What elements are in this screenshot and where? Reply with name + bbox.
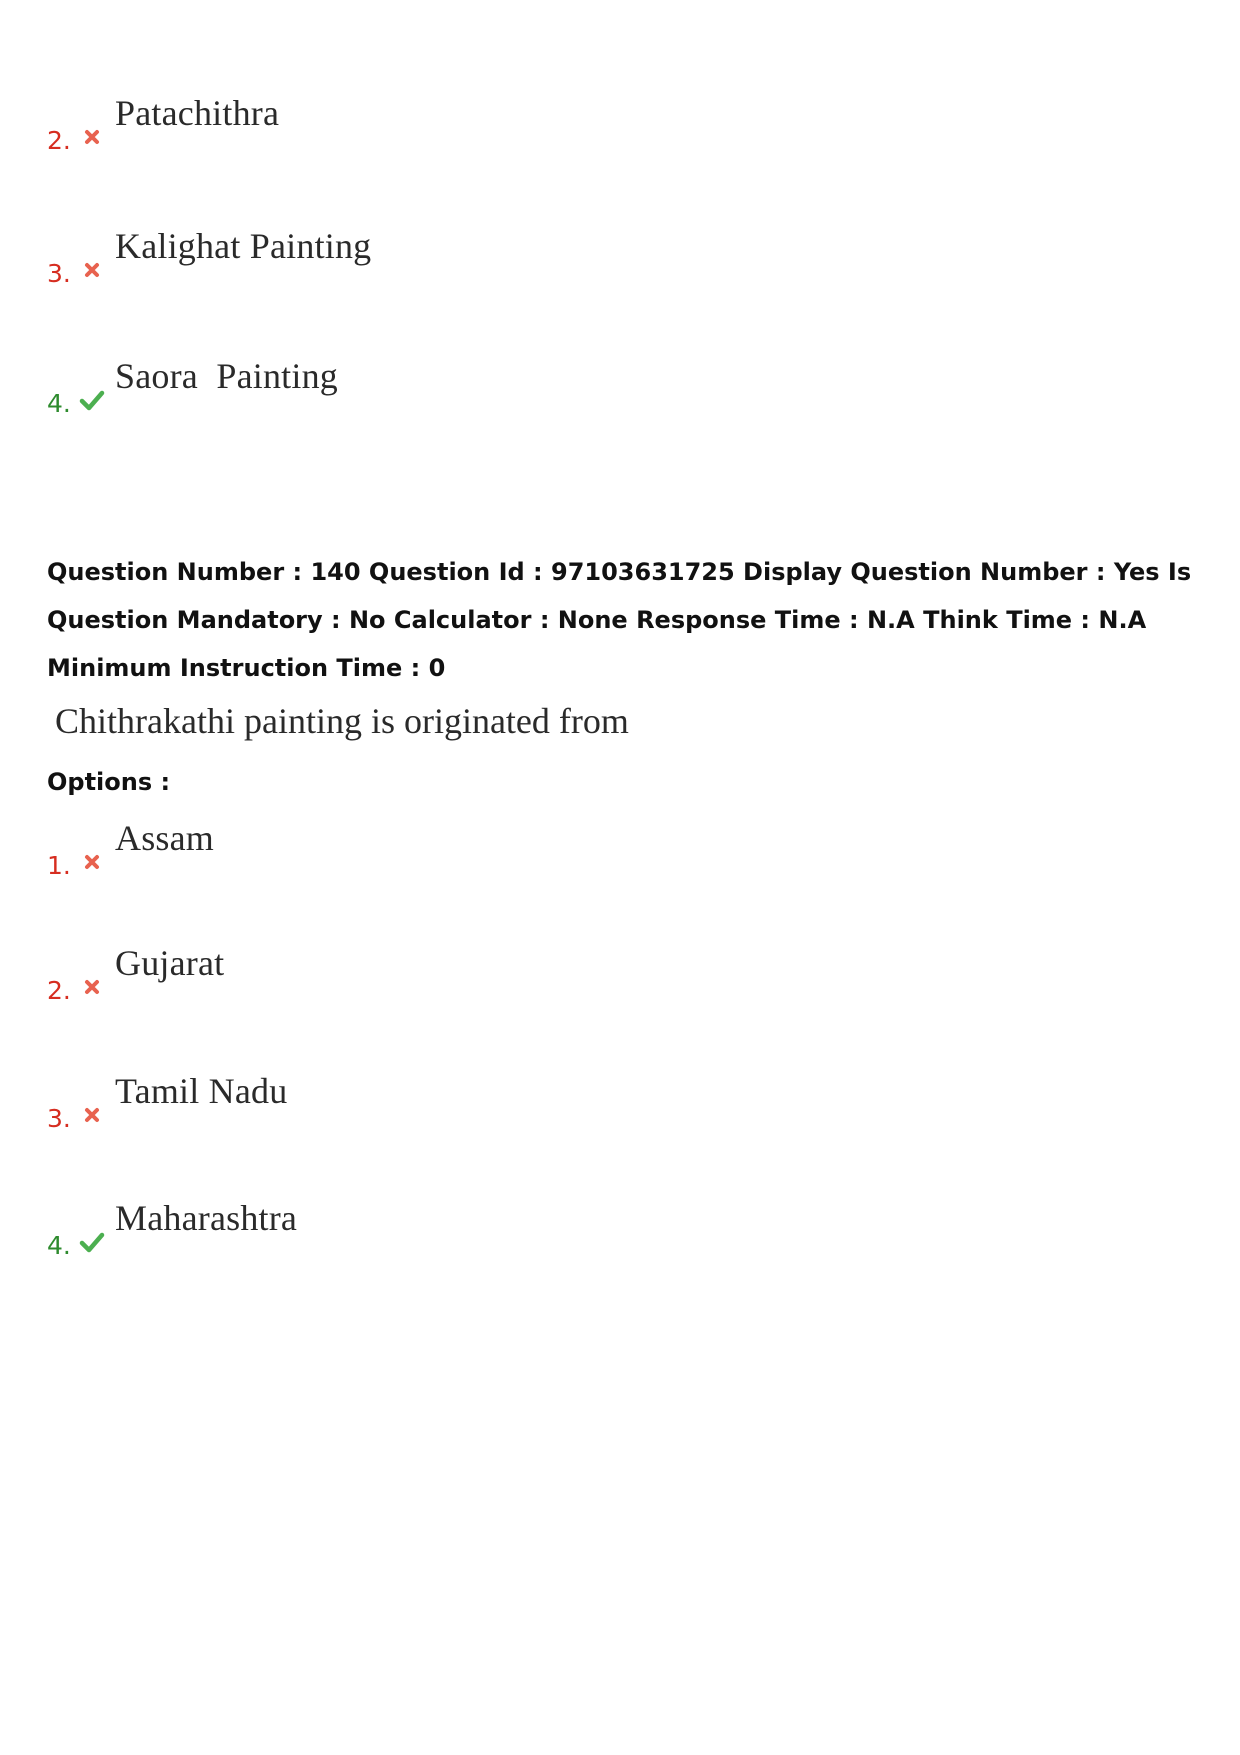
option-4	[47, 1200, 297, 1260]
option-number: 2.	[47, 126, 71, 155]
option-number: 3.	[47, 259, 71, 288]
cross-icon	[75, 256, 109, 288]
option-number: 1.	[47, 851, 71, 880]
option-text: Gujarat	[115, 943, 225, 983]
option-text: Kalighat Painting	[115, 226, 372, 266]
option-number: 3.	[47, 1104, 71, 1133]
option-number: 4.	[47, 1231, 71, 1260]
option-3	[47, 1073, 287, 1133]
question-meta: Question Number : 140 Question Id : 97103631725 Display Question Number : Yes Is Question Mandatory : No Calculator : None Response Time : N.A Think Time : N.A Minimum Instruction Time : 0	[47, 558, 1192, 682]
option-1	[47, 820, 214, 880]
option-number: 2.	[47, 976, 71, 1005]
cross-icon	[75, 973, 109, 1005]
option-text: Patachithra	[115, 93, 280, 133]
cross-icon	[75, 123, 109, 155]
option-text: Tamil Nadu	[115, 1071, 288, 1111]
cross-icon	[75, 1101, 109, 1133]
prev-option-3	[47, 228, 371, 288]
option-text: Maharashtra	[115, 1198, 298, 1238]
question-text: Chithrakathi painting is originated from	[55, 701, 629, 741]
option-text: Assam	[115, 818, 214, 858]
prev-option-4	[47, 358, 338, 418]
options-label: Options :	[47, 768, 171, 796]
option-number: 4.	[47, 389, 71, 418]
option-2	[47, 945, 224, 1005]
check-icon	[75, 386, 109, 418]
cross-icon	[75, 848, 109, 880]
check-icon	[75, 1228, 109, 1260]
option-text: Saora Painting	[115, 356, 338, 396]
prev-option-2	[47, 95, 279, 155]
